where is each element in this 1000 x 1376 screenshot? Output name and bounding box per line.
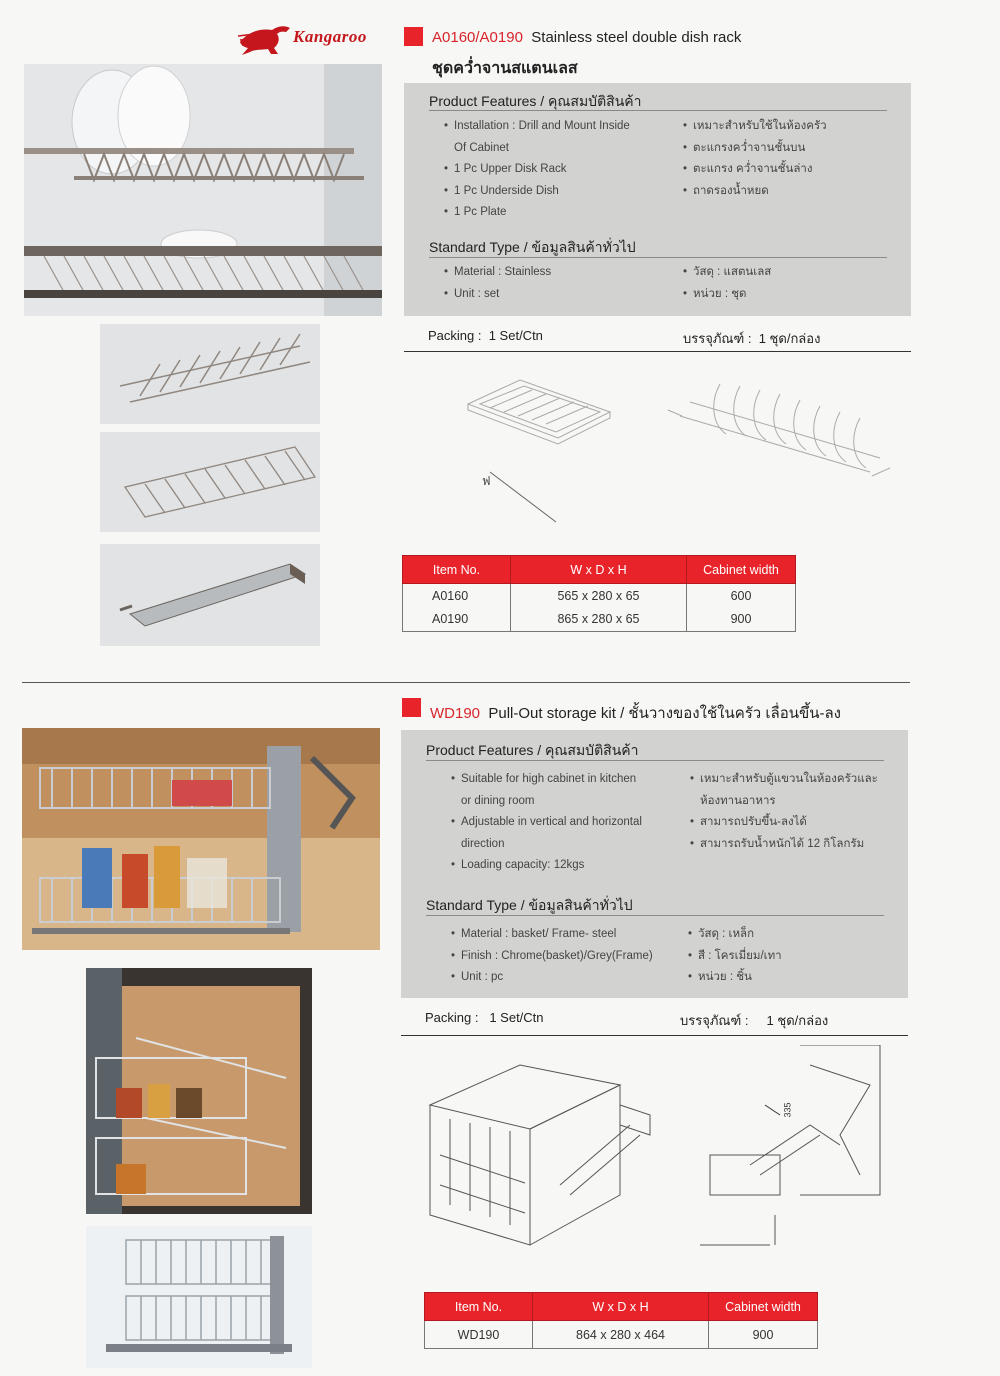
standard-item: • หน่วย : ชิ้น — [688, 971, 752, 983]
product1-features-divider — [429, 110, 887, 111]
table-header-item-no: Item No. — [425, 1293, 533, 1321]
table-header-dimensions: W x D x H — [511, 556, 687, 584]
product1-marker — [404, 27, 423, 46]
standard-item: • วัสดุ : เหล็ก — [688, 928, 755, 940]
product2-features-heading: Product Features / คุณสมบัติสินค้า — [426, 742, 639, 758]
feature-item: ห้องทานอาหาร — [700, 794, 776, 807]
product1-diagram-label: ฟ — [482, 474, 491, 488]
feature-item: • ตะแกรงคว่ำจานชั้นบน — [683, 141, 806, 154]
table-row: A0190 865 x 280 x 65 900 — [403, 608, 796, 632]
feature-item: • เหมาะสำหรับตู้แขวนในห้องครัวและ — [690, 773, 878, 785]
product1-thai-name: ชุดคว่ำจานสแตนเลส — [432, 60, 578, 77]
feature-item: direction — [461, 837, 505, 850]
standard-item: • Unit : set — [444, 287, 500, 300]
table-row: A0160 565 x 280 x 65 600 — [403, 584, 796, 608]
product1-name: Stainless steel double dish rack — [531, 29, 742, 46]
product2-diagram-dimension: 335 — [782, 1102, 793, 1118]
product2-packing-en: Packing : 1 Set/Ctn — [425, 1010, 544, 1025]
product2-standard-en — [451, 924, 653, 989]
section-divider — [22, 682, 910, 683]
table-header-dimensions: W x D x H — [533, 1293, 709, 1321]
feature-item: • 1 Pc Upper Disk Rack — [444, 163, 567, 175]
product1-packing-rule — [404, 351, 911, 352]
product2-standard-divider — [426, 915, 884, 916]
standard-item: • Unit : pc — [451, 971, 504, 983]
product2-features-en — [451, 769, 642, 877]
product2-name: Pull-Out storage kit / ชั้นวางของใช้ในครัว เลื่อนขึ้น-ลง — [488, 705, 841, 722]
product2-line-drawing — [420, 1045, 890, 1255]
feature-item: • สามารถปรับขึ้น-ลงได้ — [690, 816, 807, 828]
product1-lower-rack-photo — [100, 432, 320, 532]
product2-features-th — [690, 769, 878, 855]
product1-title — [432, 29, 741, 46]
feature-item: • Adjustable in vertical and horizontal — [451, 816, 642, 828]
brand-logo-text: Kangaroo — [293, 27, 367, 46]
product2-main-photo — [22, 728, 380, 950]
product1-standard-en — [444, 262, 551, 305]
product1-packing-en: Packing : 1 Set/Ctn — [428, 328, 543, 343]
product1-features-heading: Product Features / คุณสมบัติสินค้า — [429, 93, 642, 109]
product1-drip-tray-photo — [100, 544, 320, 646]
product2-standard-heading: Standard Type / ข้อมูลสินค้าทั่วไป — [426, 897, 633, 913]
feature-item: • เหมาะสำหรับใช้ในห้องครัว — [683, 120, 827, 132]
feature-item: • Loading capacity: 12kgs — [451, 859, 585, 871]
feature-item: • Installation : Drill and Mount Inside — [444, 120, 630, 132]
feature-item: • สามารถรับน้ำหนักได้ 12 กิโลกรัม — [690, 837, 865, 850]
product2-packing-rule — [401, 1035, 908, 1036]
product1-main-photo — [24, 64, 382, 316]
product2-title — [430, 701, 841, 725]
product2-packing-th: บรรจุภัณฑ์ : 1 ชุด/กล่อง — [680, 1013, 829, 1028]
product2-features-divider — [426, 760, 884, 761]
table-header-cabinet-width: Cabinet width — [709, 1293, 818, 1321]
product1-packing-th: บรรจุภัณฑ์ : 1 ชุด/กล่อง — [683, 331, 821, 346]
product1-spec-table — [402, 555, 796, 632]
standard-item: • สี : โครเมี่ยม/เทา — [688, 949, 782, 962]
product1-standard-divider — [429, 257, 887, 258]
product2-marker — [402, 698, 421, 717]
feature-item: • ถาดรองน้ำหยด — [683, 184, 769, 197]
product1-line-drawing — [460, 372, 900, 532]
product1-features-en — [444, 116, 630, 224]
feature-item: • 1 Pc Underside Dish — [444, 184, 559, 197]
feature-item: or dining room — [461, 794, 535, 807]
table-row: WD190 864 x 280 x 464 900 — [425, 1321, 818, 1349]
feature-item: • ตะแกรง คว่ำจานชั้นล่าง — [683, 163, 813, 175]
standard-item: • Finish : Chrome(basket)/Grey(Frame) — [451, 949, 653, 962]
product2-spec-table — [424, 1292, 818, 1349]
product1-upper-rack-photo — [100, 324, 320, 424]
product1-standard-heading: Standard Type / ข้อมูลสินค้าทั่วไป — [429, 239, 636, 255]
feature-item: • 1 Pc Plate — [444, 206, 507, 218]
product2-cabinet-photo — [86, 968, 312, 1214]
product1-code: A0160/A0190 — [432, 29, 523, 46]
table-header-item-no: Item No. — [403, 556, 511, 584]
feature-item: • Suitable for high cabinet in kitchen — [451, 773, 637, 785]
standard-item: • Material : Stainless — [444, 266, 552, 278]
standard-item: • หน่วย : ชุด — [683, 287, 747, 300]
standard-item: • วัสดุ : แสตนเลส — [683, 266, 772, 278]
product2-unit-photo — [86, 1226, 312, 1368]
table-header-cabinet-width: Cabinet width — [687, 556, 796, 584]
product2-code: WD190 — [430, 705, 481, 722]
product1-standard-th — [683, 262, 771, 305]
standard-item: • Material : basket/ Frame- steel — [451, 928, 617, 940]
brand-logo — [238, 22, 388, 56]
product2-standard-th — [688, 924, 782, 989]
product1-features-th — [683, 116, 827, 202]
kangaroo-logo-icon — [238, 22, 296, 56]
feature-item: Of Cabinet — [454, 141, 509, 154]
